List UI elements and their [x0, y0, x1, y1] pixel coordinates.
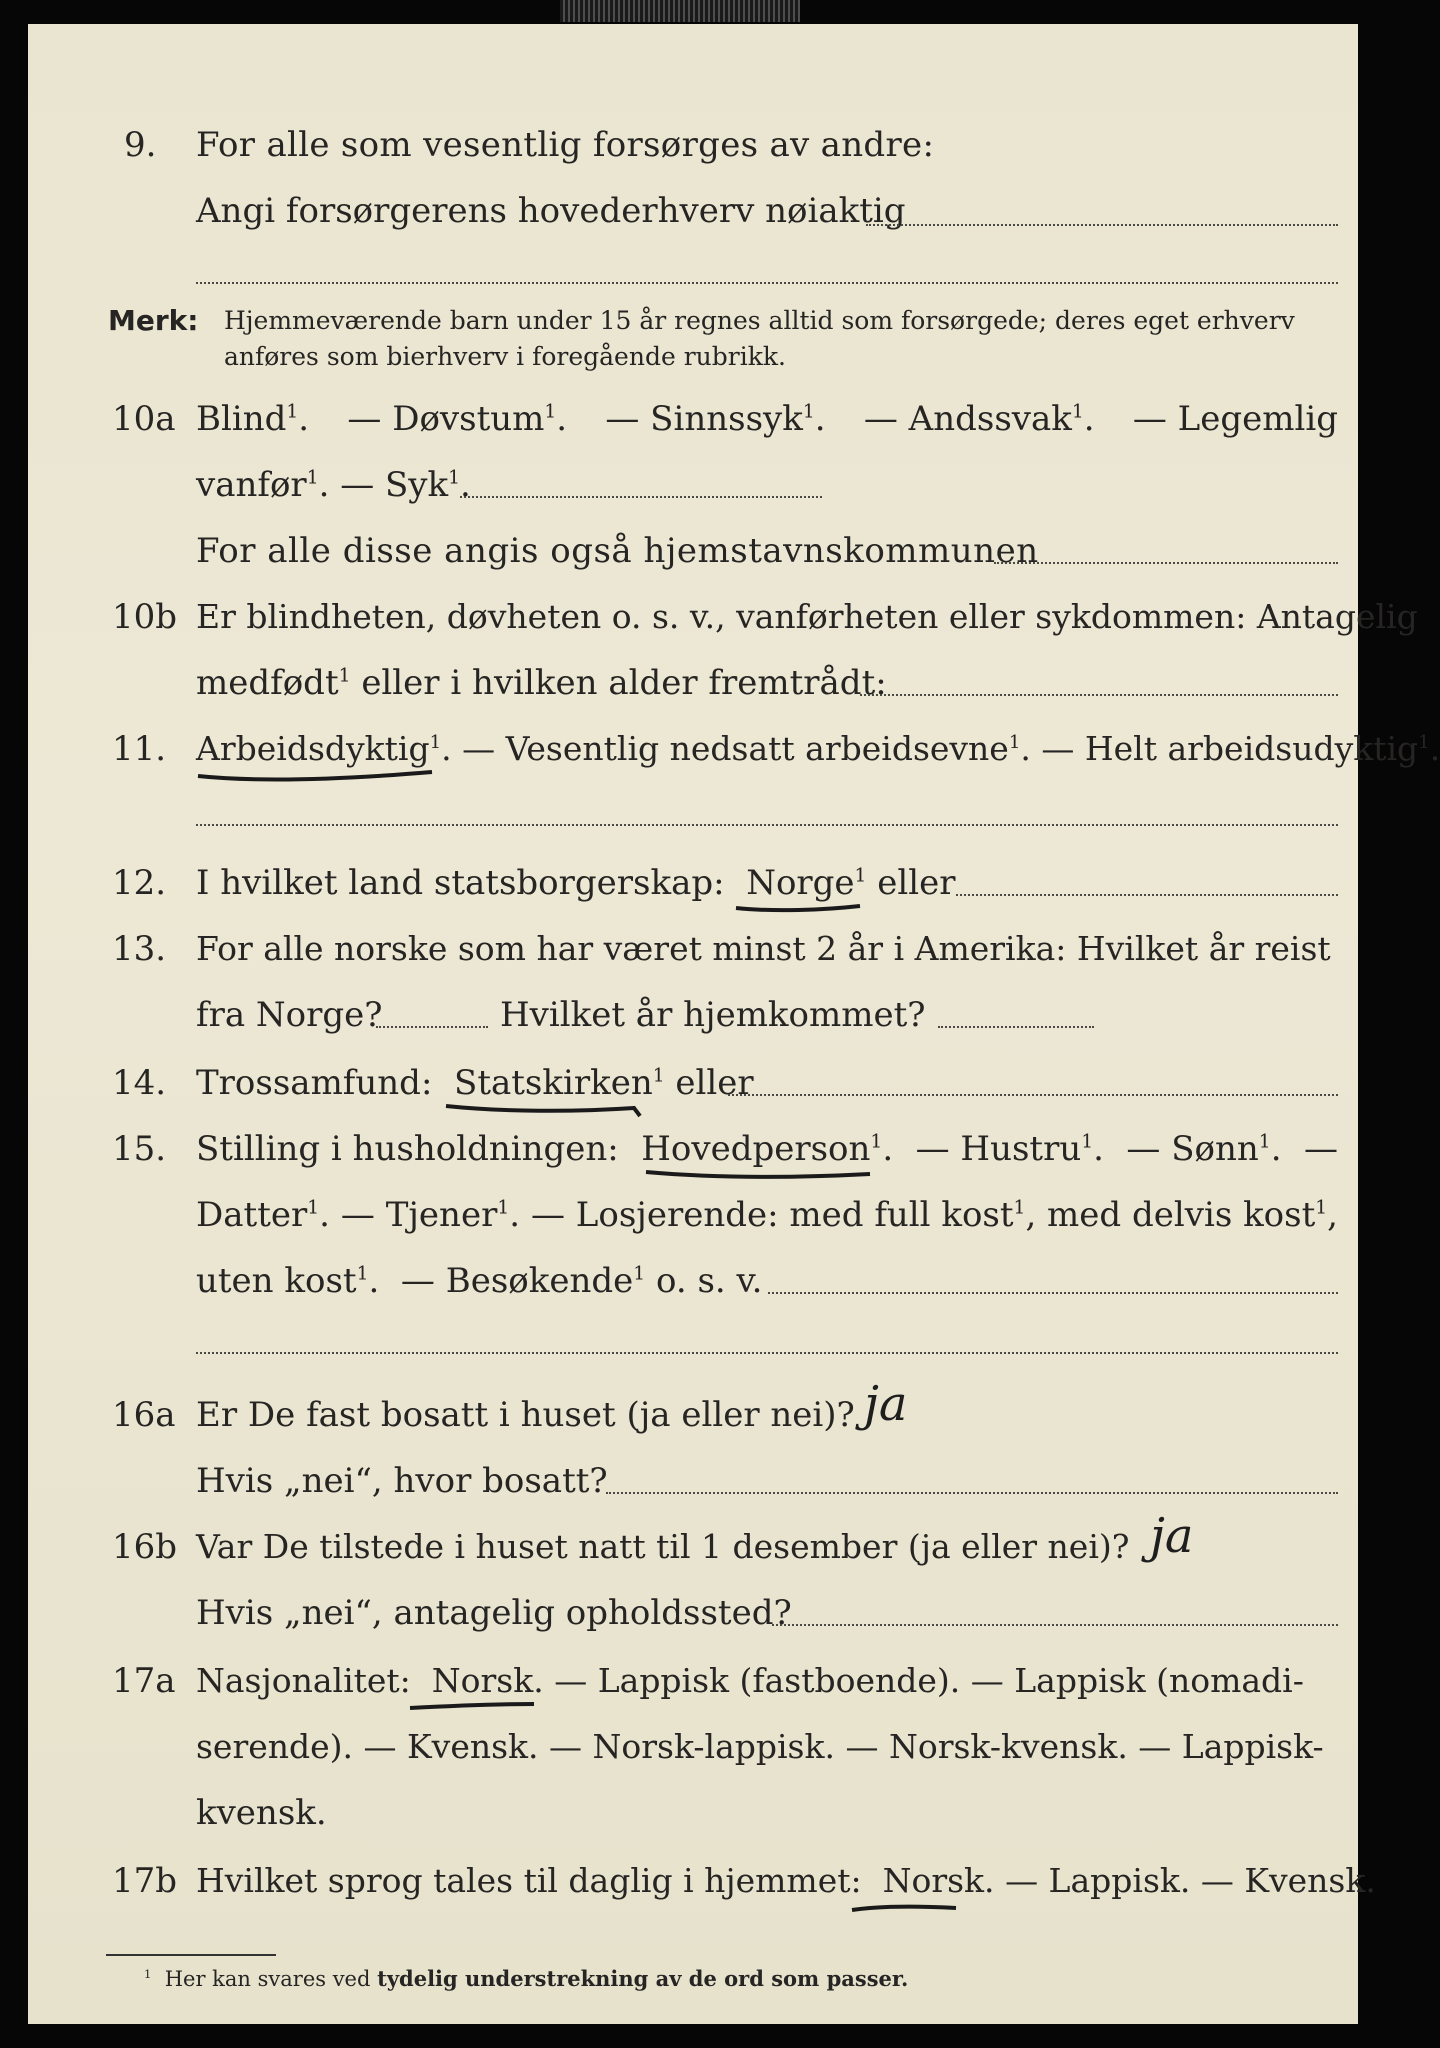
q17a-handwritten-underline	[408, 1698, 538, 1714]
q15-answer-line[interactable]	[768, 1292, 1338, 1294]
merk-line1: Hjemmeværende barn under 15 år regnes alltid som forsørgede; deres eget erhverv	[224, 306, 1295, 335]
q17b-line: Hvilket sprog tales til daglig i hjemmet: Norsk. — Lappisk. — Kvensk.	[196, 1861, 1376, 1900]
q11-number: 11.	[112, 729, 167, 769]
q11-line: Arbeidsdyktig$^1$. — Vesentlig nedsatt arbeidsevne$^1$. — Helt arbeidsudyktig$^1$.	[196, 729, 1440, 768]
q16a-bosatt-line[interactable]	[606, 1492, 1338, 1494]
merk-line2: anføres som bierhverv i foregående rubrikk.	[224, 342, 786, 371]
q16b-line1: Var De tilstede i huset natt til 1 desember (ja eller nei)?	[196, 1527, 1130, 1566]
q9-extra-line[interactable]	[196, 282, 1338, 284]
q15-number: 15.	[112, 1129, 167, 1169]
q13-line2a: fra Norge?	[196, 995, 383, 1035]
q13-line1: For alle norske som har været minst 2 år i Amerika: Hvilket år reist	[196, 929, 1331, 968]
q16a-line1: Er De fast bosatt i huset (ja eller nei)?	[196, 1395, 855, 1435]
option-blind: Blind$^1$.	[196, 399, 310, 439]
q10b-answer-line[interactable]	[860, 694, 1338, 696]
q17a-line2: serende). — Kvensk. — Norsk-lappisk. — Norsk-kvensk. — Lappisk-	[196, 1727, 1324, 1766]
q17a-line1: Nasjonalitet: Norsk. — Lappisk (fastboende). — Lappisk (nomadi-	[196, 1661, 1304, 1700]
q10a-line3: For alle disse angis også hjemstavnskommunen	[196, 531, 1039, 571]
option-legemlig: — Legemlig	[1132, 399, 1338, 439]
option-andssvak: — Andssvak$^1$.	[863, 399, 1095, 439]
q15-extra-line[interactable]	[196, 1352, 1338, 1354]
q10a-number: 10a	[112, 399, 176, 439]
q10a-line2: vanfør$^1$. — Syk$^1$.	[196, 465, 471, 505]
q15-line2: Datter$^1$. — Tjener$^1$. — Losjerende: med full kost$^1$, med delvis kost$^1$,	[196, 1195, 1338, 1235]
q10b-number: 10b	[112, 597, 178, 637]
q12-answer-line[interactable]	[956, 894, 1338, 896]
q13-line2b: Hvilket år hjemkommet?	[500, 995, 926, 1035]
q9-answer-line[interactable]	[866, 224, 1338, 226]
q10b-line2: medfødt$^1$ eller i hvilken alder fremtrådt:	[196, 663, 887, 703]
q9-line2: Angi forsørgerens hovederhverv nøiaktig	[196, 191, 906, 231]
q15-line3: uten kost$^1$. — Besøkende$^1$ o. s. v.	[196, 1261, 763, 1301]
q10a-line1	[196, 399, 1338, 439]
q10b-line1: Er blindheten, døvheten o. s. v., vanførheten eller sykdommen: Antagelig	[196, 597, 1418, 636]
q9-line1: For alle som vesentlig forsørges av andre:	[196, 125, 935, 165]
q16b-opholdssted-line[interactable]	[772, 1624, 1338, 1626]
q15-handwritten-underline	[644, 1166, 874, 1182]
q14-line: Trossamfund: Statskirken$^1$ eller	[196, 1063, 754, 1103]
q16b-handwritten-answer[interactable]: ja	[1150, 1508, 1194, 1564]
q17a-line3: kvensk.	[196, 1793, 327, 1833]
q16a-handwritten-answer[interactable]: ja	[864, 1376, 908, 1432]
q13-number: 13.	[112, 929, 167, 969]
q10a-syk-line[interactable]	[460, 496, 822, 498]
q11-extra-line[interactable]	[196, 824, 1338, 826]
option-dovstum: — Døvstum$^1$.	[347, 399, 568, 439]
q14-handwritten-underline	[444, 1100, 644, 1120]
census-form-page	[28, 24, 1440, 2024]
q12-number: 12.	[112, 863, 167, 903]
q16b-number: 16b	[112, 1527, 178, 1567]
q10a-hjemstavn-line[interactable]	[994, 562, 1338, 564]
q14-number: 14.	[112, 1063, 167, 1103]
q12-handwritten-underline	[734, 900, 864, 916]
q13-hjem-line[interactable]	[938, 1026, 1094, 1028]
q11-handwritten-underline	[196, 766, 436, 786]
footnote: $^1$ Her kan svares ved tydelig understrekning av de ord som passer.	[144, 1966, 909, 1991]
scan-edge-strip	[560, 0, 800, 22]
q17b-number: 17b	[112, 1861, 178, 1901]
q15-line1: Stilling i husholdningen: Hovedperson$^1$. — Hustru$^1$. — Sønn$^1$. —	[196, 1129, 1338, 1169]
q16a-line2: Hvis „nei“, hvor bosatt?	[196, 1461, 608, 1501]
q17b-handwritten-underline	[850, 1900, 960, 1916]
q12-line: I hvilket land statsborgerskap: Norge$^1$ eller	[196, 863, 956, 903]
merk-label: Merk:	[108, 304, 199, 337]
q14-answer-line[interactable]	[728, 1094, 1338, 1096]
option-sinnssyk: — Sinnssyk$^1$.	[605, 399, 826, 439]
q16a-number: 16a	[112, 1395, 176, 1435]
q13-reist-line[interactable]	[376, 1026, 488, 1028]
q16b-line2: Hvis „nei“, antagelig opholdssted?	[196, 1593, 792, 1633]
q9-number: 9.	[124, 125, 157, 165]
footnote-rule	[106, 1954, 276, 1956]
q17a-number: 17a	[112, 1661, 176, 1701]
